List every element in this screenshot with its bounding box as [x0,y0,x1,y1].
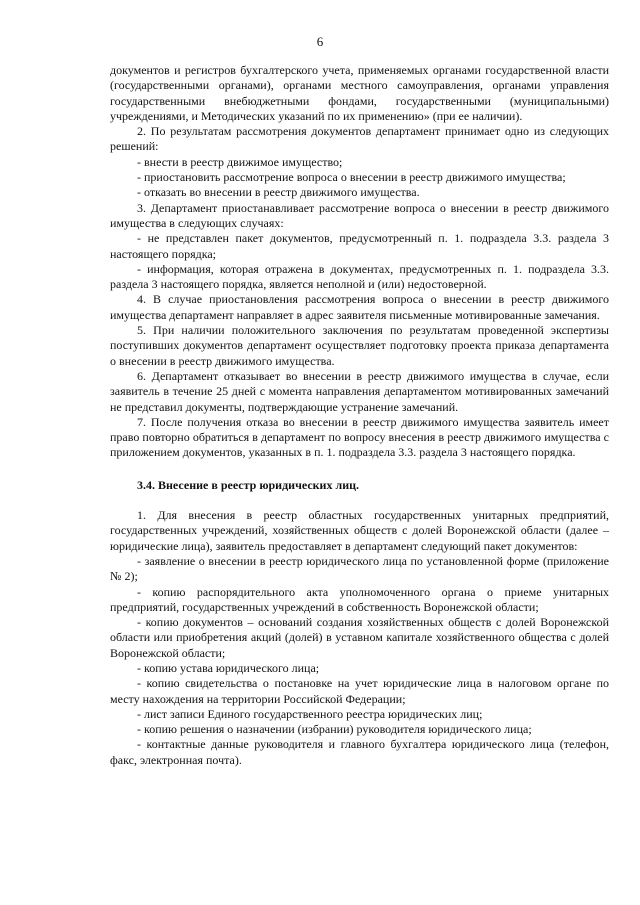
list-item: - заявление о внесении в реестр юридического лица по установленной форме (приложение № 2); [110,553,609,584]
list-item: - копию распорядительного акта уполномоченного органа о приеме унитарных предприятий, государственных учреждений в собственность Воронежской области; [110,584,609,614]
page-number: 6 [316,34,324,49]
paragraph-7: 7. После получения отказа во внесении в реестр движимого имущества заявитель имеет право повторно обратиться в департамент по вопросу внесения в реестр движимого имущества с приложением документов, указанных в п. 1. подраздела 3.3. раздела 3 настоящего порядка. [110,414,609,460]
list-item: - приостановить рассмотрение вопроса о внесении в реестр движимого имущества; [137,170,566,185]
list-item: - информация, которая отражена в документах, предусмотренных п. 1. подраздела 3.3. раздела 3 настоящего порядка, является неполной и (или) недостоверной. [110,261,609,292]
list-item: - копию свидетельства о постановке на учет юридические лица в налоговом органе по месту нахождения на территории Российской Федерации; [110,676,609,706]
paragraph-2: 2. По результатам рассмотрения документов департамент принимает одно из следующих решений: [110,124,609,154]
list-item: - копию решения о назначении (избрании) руководителя юридического лица; [137,722,532,737]
section-heading: 3.4. Внесение в реестр юридических лиц. [137,477,360,492]
list-item: - копию устава юридического лица; [137,660,320,675]
paragraph-5: 5. При наличии положительного заключения по результатам проведенной экспертизы поступивших документов департамент осуществляет подготовку проекта приказа департамента о внесении в реестр движимого имущества. [110,323,609,368]
section-intro: 1. Для внесения в реестр областных государственных унитарных предприятий, государственных учреждений, хозяйственных обществ с долей Воронежской области (далее – юридические лица), заявитель предоставляет в департамент следующий пакет документов: [110,508,609,553]
list-item: - не представлен пакет документов, предусмотренный п. 1. подраздела 3.3. раздела 3 настоящего порядка; [110,231,609,261]
paragraph-3: 3. Департамент приостанавливает рассмотрение вопроса о внесении в реестр движимого имущества в следующих случаях: [110,200,609,230]
list-item: - отказать во внесении в реестр движимого имущества. [137,185,420,200]
list-item: - лист записи Единого государственного реестра юридических лиц; [137,706,483,721]
paragraph-6: 6. Департамент отказывает во внесении в реестр движимого имущества в случае, если заявитель в течение 25 дней с момента направления департаментом мотивированных замечаний не представил документы, подтверждающие устранение замечаний. [110,368,609,414]
list-item: - внести в реестр движимое имущество; [137,154,343,169]
list-item: - контактные данные руководителя и главного бухгалтера юридического лица (телефон, факс, электронная почта). [110,737,609,767]
list-item: - копию документов – оснований создания хозяйственных обществ с долей Воронежской области или приобретения акций (долей) в уставном капитале хозяйственного общества с долей Воронежской области; [110,615,609,660]
document-body [110,63,609,768]
paragraph-4: 4. В случае приостановления рассмотрения вопроса о внесении в реестр движимого имущества департамент направляет в адрес заявителя письменные мотивированные замечания. [110,292,609,322]
paragraph-continuation: документов и регистров бухгалтерского учета, применяемых органами государственной власти (государственными органами), органами местного самоуправления, органами управления государственными внебюджетными фондами, государственными (муниципальными) учреждениями, и Методических указаний по их применению» (при ее наличии). [110,63,609,123]
